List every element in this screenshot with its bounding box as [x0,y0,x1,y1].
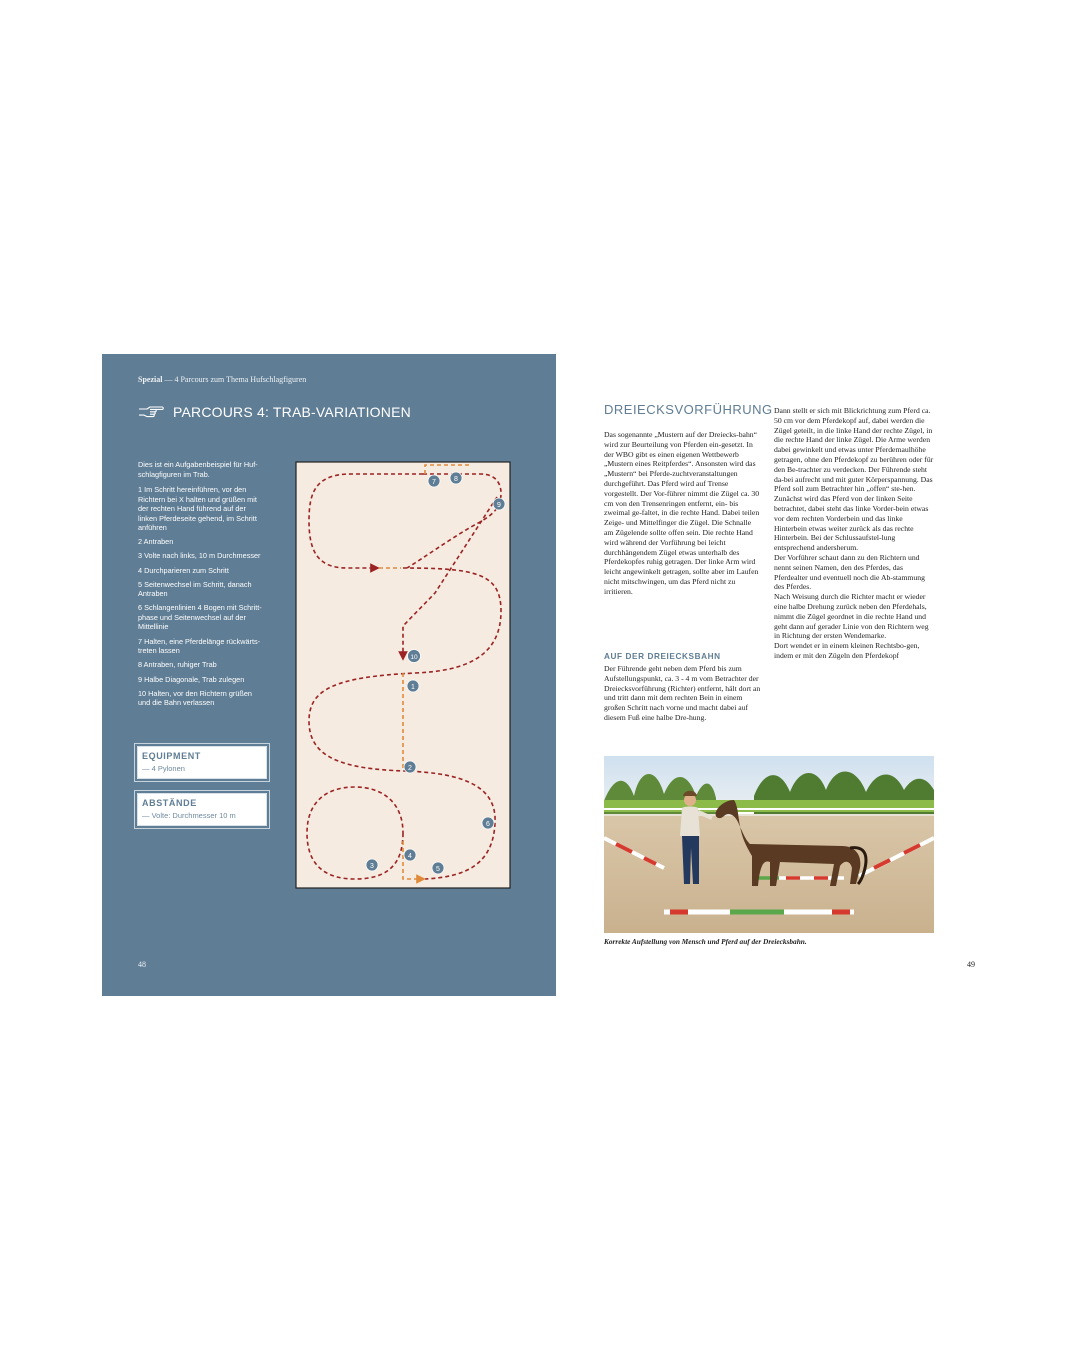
marker-10 [408,650,421,663]
step-9: 9 Halbe Diagonale, Trab zulegen [138,674,245,684]
marker-6-label: 6 [486,821,490,828]
marker-4 [404,849,416,861]
marker-8-label: 8 [454,476,458,483]
marker-8 [450,472,462,484]
marker-9 [493,498,505,510]
marker-9-label: 9 [497,502,501,509]
distances-value: — Volte: Durchmesser 10 m [142,811,236,820]
running-head-text: — 4 Parcours zum Thema Hufschlagfiguren [164,375,307,384]
pointing-hand-icon [138,405,164,419]
col2-paragraph-1: Dann stellt er sich mit Blickrichtung zum Pferd ca. 50 cm vor dem Pferdekopf auf, dabei werden die Zügel geteilt, in die linke Hand der rechte Zügel, in die rechte Hand der linke Zügel. Die Arme werden dabei gewinkelt und etwas unter Pferdemaulhöhe getragen, ohne den Pferdekopf zu berühren oder für den Be-trachter zu verdecken. Der Führende steht da-bei aufrecht und mit guter Körperspannung. Das Pferd soll zum Betrachter hin „offen“ ste-hen. Zunächst wird das Pferd von der linken Seite betrachtet, dabei steht das linke Vorder-bein etwas vor dem rechten Vorderbein und das linke Hinterbein etwas weiter zurück als das rechte Hinterbein. Bei der Schlussaufstel-lung entsprechend andersherum. [774,406,934,553]
step-5: 5 Seitenwechsel im Schritt, danach Antraben [138,579,252,599]
marker-1 [407,680,419,692]
equipment-box [137,746,267,779]
body-column-1-continued: Der Führende geht neben dem Pferd bis zum Aufstellungspunkt, ca. 3 - 4 m vom Betrachter der Dreiecksvorführung (Richter) entfernt, hält dort an und tritt dann mit dem rechten Bein in einem großen Schritt nach vorne und macht dabei auf diesem Fuß eine halbe Dre-hung. [604,664,761,722]
intro-text: Dies ist ein Aufgabenbeispiel für Huf-schlagfiguren im Trab. [138,460,258,479]
section-title: DREIECKSVORFÜHRUNG [604,402,773,417]
body-column-2 [774,406,934,661]
distances-box [137,793,267,826]
marker-5-label: 5 [436,866,440,873]
step-1: 1 Im Schritt hereinführen, vor den Richtern bei X halten und grüßen mit der rechten Hand führend auf der linken Pferdeseite gehend, im Schritt anführen [138,485,257,532]
marker-1-label: 1 [411,684,415,691]
marker-7-label: 7 [432,479,436,486]
photo-caption: Korrekte Aufstellung von Mensch und Pferd auf der Dreiecksbahn. [604,937,807,946]
right-page [556,354,988,996]
equipment-value: — 4 Pylonen [142,764,185,773]
marker-6 [482,817,494,829]
steps-list [138,485,266,712]
marker-5 [432,862,444,874]
horse-photo [604,756,934,933]
body-column-1: Das sogenannte „Mustern auf der Dreiecks-bahn“ wird zur Beurteilung von Pferden ein-gesetzt. In der WBO gibt es einen eigenen Wettbewerb „Mustern eines Reitpferdes“. Ansonsten wird das „Mustern“ bei Pferde-zuchtveranstaltungen durchgeführt. Das Pferd wird auf Trense vorgestellt. Der Vor-führer nimmt die Zügel ca. 30 cm von den Trensenringen entfernt, ein- bis zweimal ge-faltet, in die rechte Hand. Dabei teilen Zeige- und Mittelfinger die Zügel. Die Schnalle am Zügelende sollte offen sein. Die rechte Hand wird während der Vorführung bei leicht durchhängendem Zügel etwas unterhalb des Pferdekopfes ruhig getragen. Der linke Arm wird leicht angewinkelt getragen, sollte aber im Laufen nicht mitschwingen, um das Pferd nicht zu irritieren. [604,430,760,596]
marker-2 [404,761,416,773]
distances-heading: ABSTÄNDE [142,798,197,808]
running-head [138,375,306,384]
marker-7 [428,475,440,487]
marker-4-label: 4 [408,853,412,860]
marker-2-label: 2 [408,765,412,772]
col2-paragraph-4: Dort wendet er in einem kleinen Rechtsbo-gen, indem er mit den Zügeln den Pferdekopf [774,641,920,660]
marker-10-label: 10 [410,654,418,661]
col2-paragraph-2: Der Vorführer schaut dann zu den Richtern und nennt seinen Namen, den des Pferdes, das Pferdealter und eventuell noch die Ab-stammung des Pferdes. [774,552,925,592]
running-head-section: Spezial [138,375,163,384]
step-7: 7 Halten, eine Pferdelänge rückwärts-treten lassen [138,636,261,656]
marker-3 [366,859,378,871]
step-3: 3 Volte nach links, 10 m Durchmesser [138,551,261,561]
col2-paragraph-3: Nach Weisung durch die Richter macht er wieder eine halbe Drehung zurück neben den Pferdehals, nimmt die Zügel geordnet in die rechte Hand und geht dann auf gerader Linie von den Richtern weg in Richtung der ersten Wendemarke. [774,592,929,641]
equipment-heading: EQUIPMENT [142,751,201,761]
arena-diagram [295,461,511,889]
step-8: 8 Antraben, ruhiger Trab [138,660,217,670]
page-number-left: 48 [138,960,146,969]
left-page [102,354,556,996]
subheading: AUF DER DREIECKSBAHN [604,652,721,661]
page-number-right: 49 [967,960,975,969]
step-4: 4 Durchparieren zum Schritt [138,565,229,575]
marker-3-label: 3 [370,863,374,870]
title-row [138,402,411,422]
page-title: PARCOURS 4: TRAB-VARIATIONEN [173,404,411,420]
step-2: 2 Antraben [138,537,174,547]
step-10: 10 Halten, vor den Richtern grüßen und die Bahn verlassen [138,688,252,708]
step-6: 6 Schlangenlinien 4 Bogen mit Schritt-phase und Seitenwechsel auf der Mittellinie [138,603,262,632]
